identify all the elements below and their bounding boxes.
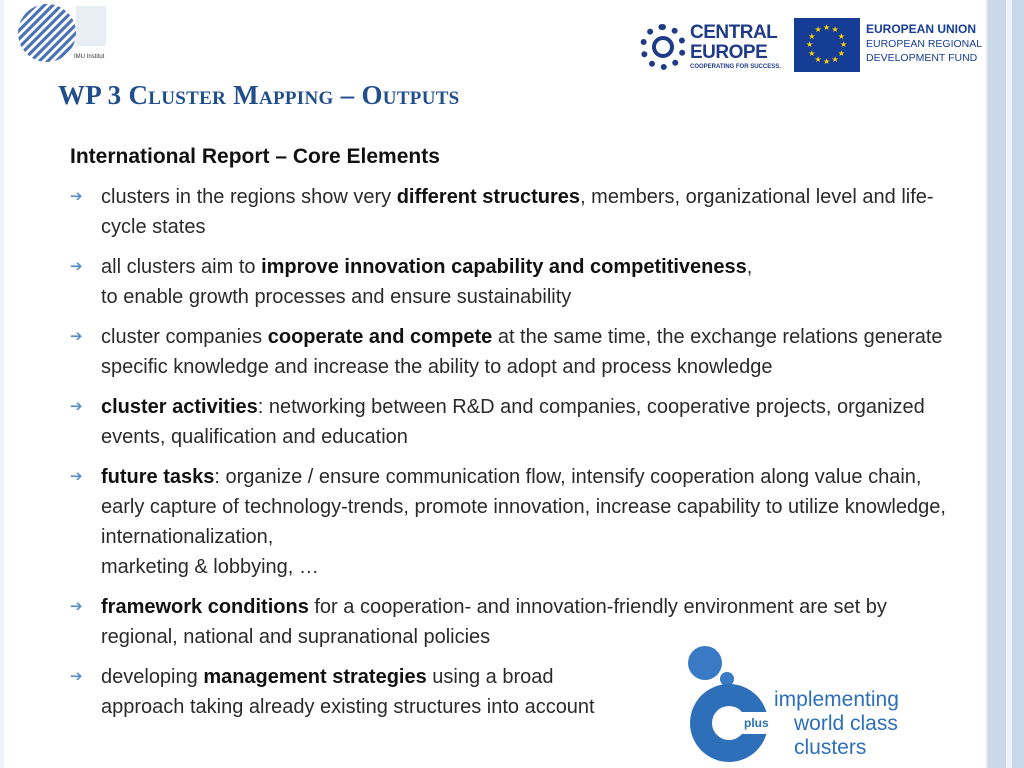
bullet-text-post: using a broad <box>426 666 554 688</box>
bullet-text-post: for a cooperation- and innovation-friendly environment are set by regional, national and supranational policies <box>101 596 887 648</box>
right-border-stripe <box>1006 0 1012 768</box>
eu-star-icon: ★ <box>806 40 814 49</box>
central-europe-logo <box>638 20 784 76</box>
bullet-text-bold: cluster activities <box>101 396 258 418</box>
bullet-text-bold: framework conditions <box>101 596 309 618</box>
bullet-item <box>70 182 950 242</box>
bullet-item <box>70 592 950 652</box>
arrow-bullet-icon: ➔ <box>70 258 83 275</box>
eu-star-icon: ★ <box>837 48 845 58</box>
central-europe-inner-ring <box>652 36 674 58</box>
left-edge-line <box>0 0 4 768</box>
eu-star-icon: ★ <box>840 40 848 49</box>
imu-logo-circle <box>18 4 76 62</box>
bullet-text-bold: future tasks <box>101 466 215 488</box>
arrow-bullet-icon: ➔ <box>70 328 83 345</box>
slide-content <box>70 142 950 732</box>
arrow-bullet-icon: ➔ <box>70 188 83 205</box>
bullet-text-bold: different structures <box>396 186 581 208</box>
central-europe-tagline: COOPERATING FOR SUCCESS. <box>690 64 781 70</box>
bullet-text-line2: marketing & lobbying, … <box>101 556 319 578</box>
imu-logo <box>14 2 110 66</box>
bullet-text-post: , <box>746 256 753 278</box>
cplus-badge: plus <box>744 716 769 730</box>
bullet-text-pre: all clusters aim to <box>101 256 262 278</box>
eu-star-icon: ★ <box>823 57 831 66</box>
bullet-text-pre: clusters in the regions show very <box>101 186 397 208</box>
cplus-text-2: world class clusters <box>794 712 898 759</box>
bullet-text-bold: improve innovation capability and competitiveness <box>261 256 747 278</box>
bullet-item <box>70 462 950 582</box>
bullet-item <box>70 392 950 452</box>
bullet-item <box>70 322 950 382</box>
bullet-text-bold: cooperate and compete <box>267 326 493 348</box>
bullet-text-post: at the same time, the exchange relations generate specific knowledge and increase the ability to adopt and process knowledge <box>101 326 943 378</box>
eu-label-1: EUROPEAN UNION <box>866 22 977 36</box>
eu-star-icon: ★ <box>814 54 822 64</box>
bullet-text-bold: management strategies <box>203 666 427 688</box>
eu-star-icon: ★ <box>808 48 816 58</box>
arrow-bullet-icon: ➔ <box>70 468 83 485</box>
bullet-text-pre: developing <box>101 666 204 688</box>
imu-logo-caption: IMU Institut <box>74 54 105 60</box>
arrow-bullet-icon: ➔ <box>70 398 83 415</box>
eu-flag-icon <box>794 18 860 72</box>
central-europe-text-1: CENTRAL <box>690 22 778 43</box>
slide-title: WP 3 Cluster Mapping – Outputs <box>58 80 460 110</box>
eu-star-icon: ★ <box>808 31 816 41</box>
eu-star-icon: ★ <box>823 23 831 32</box>
eu-star-icon: ★ <box>837 31 845 41</box>
arrow-bullet-icon: ➔ <box>70 598 83 615</box>
section-heading: International Report – Core Elements <box>70 145 440 168</box>
arrow-bullet-icon: ➔ <box>70 668 83 685</box>
bullet-text-line2: approach taking already existing structures into account <box>101 696 595 718</box>
cplus-dot-large <box>688 646 722 680</box>
bullet-text-line2: to enable growth processes and ensure sustainability <box>101 286 572 308</box>
eu-star-icon: ★ <box>831 54 839 64</box>
imu-logo-square <box>76 6 106 46</box>
eu-label-2: EUROPEAN REGIONAL <box>866 38 983 50</box>
central-europe-text-2: EUROPE <box>690 42 768 63</box>
bullet-text-post: , members, organizational level and life-cycle states <box>101 186 934 238</box>
eu-star-icon: ★ <box>814 25 822 35</box>
bullet-text-post: : networking between R&D and companies, cooperative projects, organized events, qualification and education <box>101 396 925 448</box>
cplus-logo <box>688 646 968 762</box>
bullet-text-post: : organize / ensure communication flow, intensify cooperation along value chain, early capture of technology-trends, promote innovation, increase capability to utilize knowledge, internationalization, <box>101 466 946 548</box>
cplus-text-1: implementing <box>774 688 899 711</box>
eu-star-icon: ★ <box>831 25 839 35</box>
bullet-text-pre: cluster companies <box>101 326 268 348</box>
bullet-item <box>70 252 950 312</box>
eu-label-3: DEVELOPMENT FUND <box>866 52 978 64</box>
